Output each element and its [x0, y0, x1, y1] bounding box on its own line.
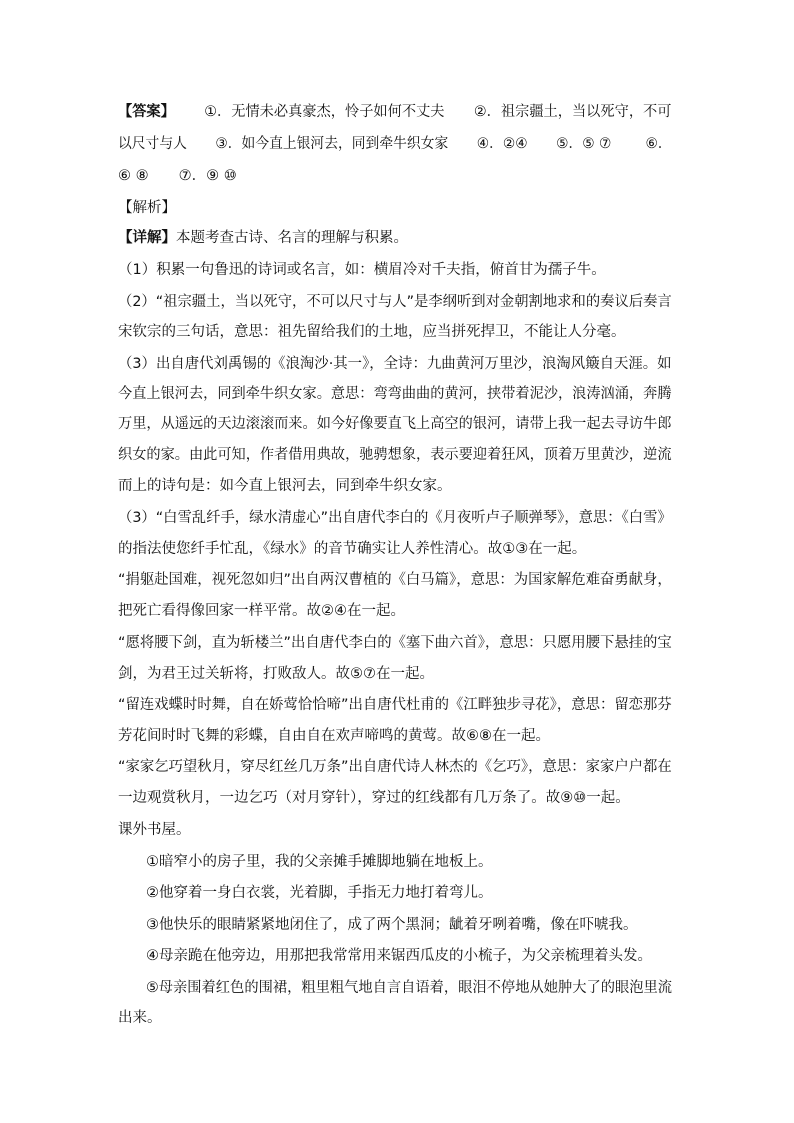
analysis-item: “愿将腰下剑，直为斩楼兰”出自唐代李白的《塞下曲六首》，意思：只愿用腰下悬挂的宝 — [118, 635, 672, 651]
analysis-item: 的指法使您纤手忙乱，《绿水》的音节确实让人养性清心。故①③在一起。 — [118, 541, 587, 557]
reading-paragraph: ②他穿着一身白衣裳，光着脚，手指无力地打着弯儿。 — [146, 885, 493, 901]
detail-text: 本题考查古诗、名言的理解与积累。 — [176, 230, 408, 246]
reading-paragraph-cont: 出来。 — [118, 1010, 162, 1026]
reading-title: 课外书屋。 — [118, 822, 191, 838]
reading-paragraph: ③他快乐的眼睛紧紧地闭住了，成了两个黑洞；龇着牙咧着嘴，像在吓唬我。 — [146, 917, 638, 933]
answer-item-2: ②．祖宗疆土，当以死守，不可 — [473, 104, 672, 120]
analysis-item: “留连戏蝶时时舞，自在娇莺恰恰啼”出自唐代杜甫的《江畔独步寻花》，意思：留恋那芬 — [118, 697, 672, 713]
analysis-item: 一边观赏秋月，一边乞巧（对月穿针），穿过的红线都有几万条了。故⑨⑩一起。 — [118, 790, 630, 806]
answer-item-5: ⑤．⑤ ⑦ — [556, 136, 612, 152]
analysis-item: “捐躯赴国难，视死忽如归”出自两汉曹植的《白马篇》，意思：为国家解危难奋勇献身， — [118, 572, 672, 588]
analysis-item: 把死亡看得像回家一样平常。故②④在一起。 — [118, 603, 405, 619]
answer-line-2 — [118, 134, 672, 154]
analysis-item: 万里，从遥远的天边滚滚而来。如今好像要直飞上高空的银河，请带上我一起去寻访牛郎 — [118, 416, 672, 432]
analysis-item: （2）“祖宗疆土，当以死守，不可以尺寸与人”是李纲听到对金朝割地求和的奏议后奏言 — [118, 294, 672, 310]
answer-item-4: ④．②④ — [476, 136, 528, 152]
answer-item-6: ⑥． — [645, 136, 672, 152]
answer-item-2-cont: 以尺寸与人 — [118, 136, 187, 152]
answer-item-6-cont: ⑥ ⑧ — [118, 168, 149, 184]
answer-line-3 — [118, 166, 237, 186]
answer-item-7: ⑦．⑨ ⑩ — [178, 168, 237, 184]
analysis-item: 织女的家。由此可知，作者借用典故，驰骋想象，表示要迎着狂风，顶着万里黄沙，逆流 — [118, 447, 672, 463]
reading-paragraph: ①暗窄小的房子里，我的父亲摊手摊脚地躺在地板上。 — [146, 854, 493, 870]
analysis-item: 今直上银河去，同到牵牛织女家。意思：弯弯曲曲的黄河，挟带着泥沙，浪涛汹涌，奔腾 — [118, 386, 672, 402]
analysis-item: （3）出自唐代刘禹锡的《浪淘沙·其一》，全诗：九曲黄河万里沙，浪淘风簸自天涯。如 — [118, 356, 672, 372]
detail-label: 【详解】 — [118, 230, 176, 246]
analysis-item: （1）积累一句鲁迅的诗词或名言，如：横眉冷对千夫指，俯首甘为孺子牛。 — [118, 262, 606, 278]
answer-line-1 — [118, 102, 671, 122]
reading-paragraph: ⑤母亲围着红色的围裙，粗里粗气地自言自语着，眼泪不停地从她肿大了的眼泡里流 — [146, 980, 673, 996]
reading-paragraph: ④母亲跪在他旁边，用那把我常常用来锯西瓜皮的小梳子，为父亲梳理着头发。 — [146, 948, 652, 964]
answer-label: 【答案】 — [118, 104, 175, 120]
analysis-item: 而上的诗句是：如今直上银河去，同到牵牛织女家。 — [118, 478, 452, 494]
answer-item-3: ③．如今直上银河去，同到牵牛织女家 — [215, 136, 449, 152]
analysis-item: 剑，为君王过关斩将，打败敌人。故⑤⑦在一起。 — [118, 666, 434, 682]
analysis-item: 芳花间时时飞舞的彩蝶，自由自在欢声啼鸣的黄莺。故⑥⑧在一起。 — [118, 728, 550, 744]
analysis-label: 【解析】 — [118, 200, 176, 216]
analysis-item: （3）“白雪乱纤手，绿水清虚心”出自唐代李白的《月夜听卢子顺弹琴》，意思：《白雪》 — [118, 510, 672, 526]
answer-item-1: ①．无情未必真豪杰，怜子如何不丈夫 — [204, 104, 445, 120]
analysis-item: 宋钦宗的三句话，意思：祖先留给我们的土地，应当拼死捍卫，不能让人分毫。 — [118, 324, 626, 340]
detail-line — [118, 228, 408, 248]
analysis-item: “家家乞巧望秋月，穿尽红丝几万条”出自唐代诗人林杰的《乞巧》，意思：家家户户都在 — [118, 759, 672, 775]
